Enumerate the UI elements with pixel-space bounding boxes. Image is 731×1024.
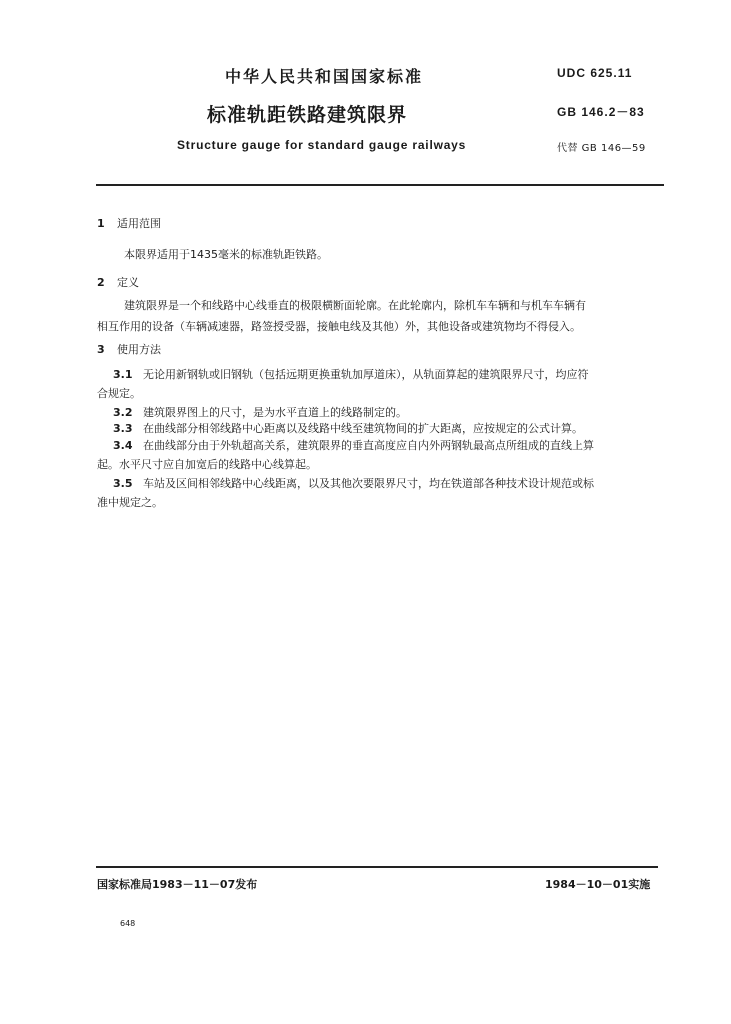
item-number: 3.4 xyxy=(113,439,133,452)
item-text: 无论用新钢轨或旧钢轨（包括远期更换重轨加厚道床），从轨面算起的建筑限界尺寸，均应符 xyxy=(143,368,589,381)
section-title: 定义 xyxy=(117,276,139,289)
item-number: 3.1 xyxy=(113,368,133,381)
section-1-heading xyxy=(97,215,161,231)
item-3-2 xyxy=(113,404,407,420)
section-2-heading xyxy=(97,274,139,290)
item-text: 车站及区间相邻线路中心线距离，以及其他次要限界尺寸，均在铁道部各种技术设计规范或标 xyxy=(143,477,594,490)
item-number: 3.2 xyxy=(113,406,133,419)
replaces-standard: 代替 GB 146—59 xyxy=(557,143,646,154)
item-3-5-line-1 xyxy=(113,475,594,491)
section-2-paragraph-line-2: 相互作用的设备（车辆减速器，路签授受器，接触电线及其他）外，其他设备或建筑物均不得侵入。 xyxy=(97,320,581,333)
item-3-5-line-2: 准中规定之。 xyxy=(97,496,163,509)
gb-code: GB 146.2－83 xyxy=(557,105,645,119)
section-1-paragraph: 本限界适用于1435毫米的标准轨距铁路。 xyxy=(124,248,328,261)
section-number: 3 xyxy=(97,343,105,356)
standard-org-title: 中华人民共和国国家标准 xyxy=(225,67,424,86)
document-title-english: Structure gauge for standard gauge railways xyxy=(177,138,467,152)
item-3-4-line-1 xyxy=(113,437,594,453)
section-title: 适用范围 xyxy=(117,217,161,230)
effective-date: 1984－10－01实施 xyxy=(545,878,651,891)
section-3-heading xyxy=(97,341,161,357)
item-text: 建筑限界图上的尺寸，是为水平直道上的线路制定的。 xyxy=(143,406,407,419)
header-divider xyxy=(96,184,664,186)
footer-divider xyxy=(96,866,658,868)
item-text: 在曲线部分由于外轨超高关系，建筑限界的垂直高度应自内外两钢轨最高点所组成的直线上算 xyxy=(143,439,594,452)
item-text: 在曲线部分相邻线路中心距离以及线路中线至建筑物间的扩大距离，应按规定的公式计算。 xyxy=(143,422,583,435)
section-title: 使用方法 xyxy=(117,343,161,356)
section-number: 1 xyxy=(97,217,105,230)
item-3-1-line-2: 合规定。 xyxy=(97,387,141,400)
item-number: 3.3 xyxy=(113,422,133,435)
item-3-3 xyxy=(113,420,583,436)
item-3-1-line-1 xyxy=(113,366,589,382)
section-number: 2 xyxy=(97,276,105,289)
document-title-chinese: 标准轨距铁路建筑限界 xyxy=(207,104,408,126)
page-number: 648 xyxy=(120,919,136,928)
udc-code: UDC 625.11 xyxy=(557,66,633,80)
issue-date: 国家标准局1983－11－07发布 xyxy=(97,878,258,891)
section-2-paragraph-line-1: 建筑限界是一个和线路中心线垂直的极限横断面轮廓。在此轮廓内，除机车车辆和与机车车辆有 xyxy=(124,299,586,312)
item-number: 3.5 xyxy=(113,477,133,490)
item-3-4-line-2: 起。水平尺寸应自加宽后的线路中心线算起。 xyxy=(97,458,317,471)
